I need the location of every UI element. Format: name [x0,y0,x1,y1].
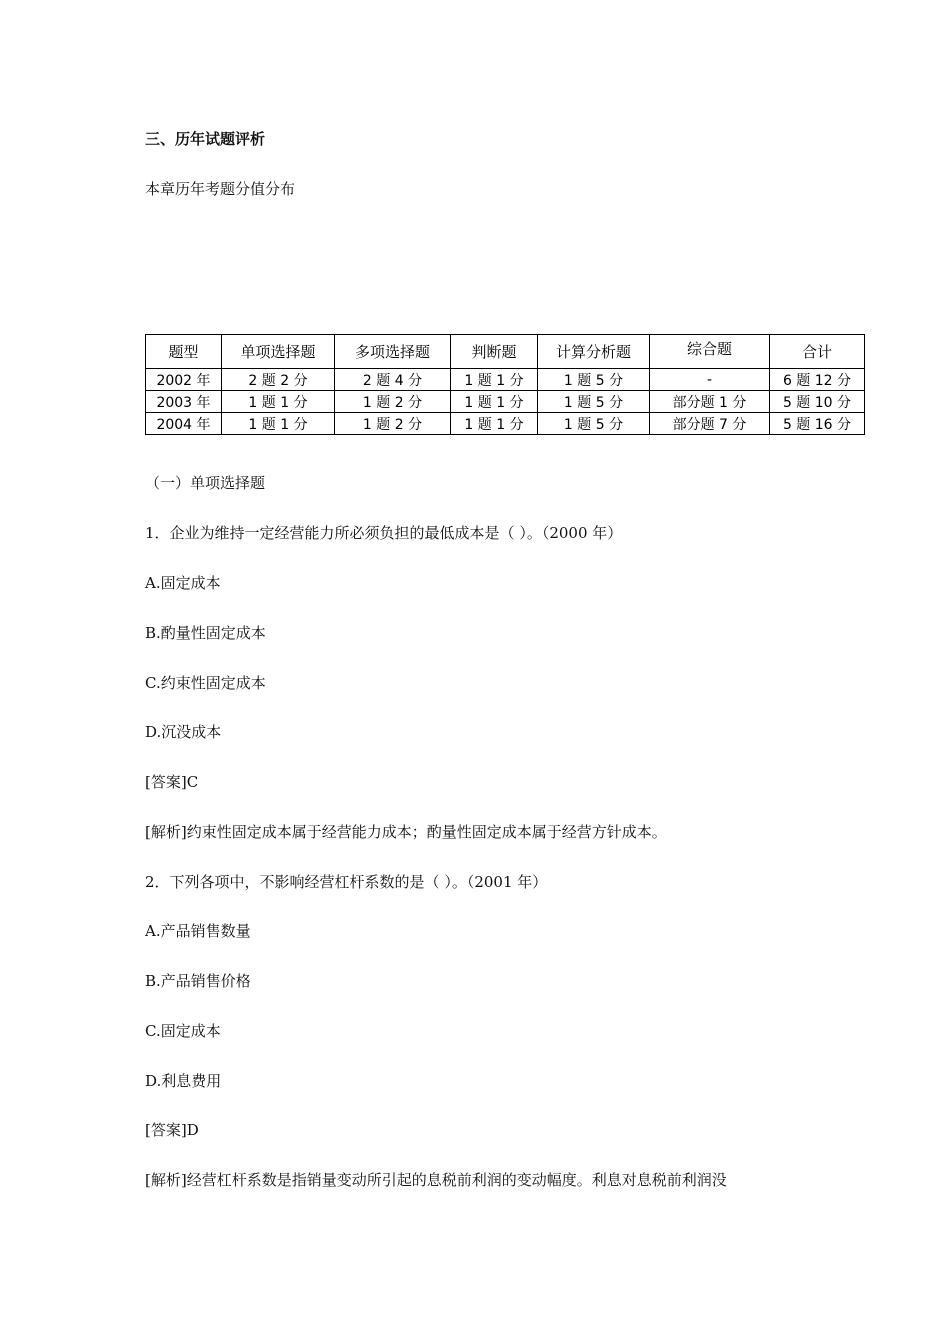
option-a: A.产品销售数量 [145,922,251,940]
table-header-row [146,335,865,369]
table-cell: 1 题 5 分 [538,369,650,391]
header-cell: 综合题 [650,335,770,369]
table-cell: 2003 年 [146,391,222,413]
table-cell: 2 题 4 分 [335,369,451,391]
table-cell: 2002 年 [146,369,222,391]
option-c: C.约束性固定成本 [145,674,266,692]
table-row [146,413,865,435]
table-cell: 5 题 16 分 [770,413,865,435]
table-cell: 1 题 5 分 [538,391,650,413]
question-2: 2．下列各项中，不影响经营杠杆系数的是（ ）。（2001 年） [145,873,548,891]
header-cell: 多项选择题 [335,335,451,369]
section-title: 三、历年试题评析 [145,130,266,148]
option-a: A.固定成本 [145,574,221,592]
table-cell: 2 题 2 分 [222,369,335,391]
score-distribution-table [145,334,865,435]
table-cell: - [650,369,770,391]
option-d: D.沉没成本 [145,723,222,741]
table-cell: 2004 年 [146,413,222,435]
section-heading: （一）单项选择题 [145,474,266,492]
option-d: D.利息费用 [145,1072,222,1090]
table-row [146,391,865,413]
answer: [答案]C [145,773,199,791]
table-cell: 1 题 1 分 [451,369,538,391]
header-cell: 计算分析题 [538,335,650,369]
table-cell: 1 题 2 分 [335,413,451,435]
table-cell: 5 题 10 分 [770,391,865,413]
header-cell: 判断题 [451,335,538,369]
option-c: C.固定成本 [145,1022,221,1040]
table-row [146,369,865,391]
header-cell: 题型 [146,335,222,369]
analysis: [解析]经营杠杆系数是指销量变动所引起的息税前利润的变动幅度。利息对息税前利润没 [145,1171,727,1189]
table-cell: 部分题 1 分 [650,391,770,413]
table-cell: 部分题 7 分 [650,413,770,435]
table-cell: 1 题 1 分 [451,391,538,413]
option-b: B.产品销售价格 [145,972,251,990]
table-caption: 本章历年考题分值分布 [145,180,296,198]
table-cell: 1 题 1 分 [451,413,538,435]
analysis: [解析]约束性固定成本属于经营能力成本；酌量性固定成本属于经营方针成本。 [145,823,667,841]
option-b: B.酌量性固定成本 [145,624,266,642]
answer: [答案]D [145,1121,199,1139]
table-cell: 1 题 1 分 [222,391,335,413]
table-cell: 6 题 12 分 [770,369,865,391]
table-cell: 1 题 1 分 [222,413,335,435]
header-cell: 单项选择题 [222,335,335,369]
question-1: 1．企业为维持一定经营能力所必须负担的最低成本是（ ）。（2000 年） [145,524,623,542]
table-cell: 1 题 5 分 [538,413,650,435]
table-cell: 1 题 2 分 [335,391,451,413]
header-cell: 合计 [770,335,865,369]
